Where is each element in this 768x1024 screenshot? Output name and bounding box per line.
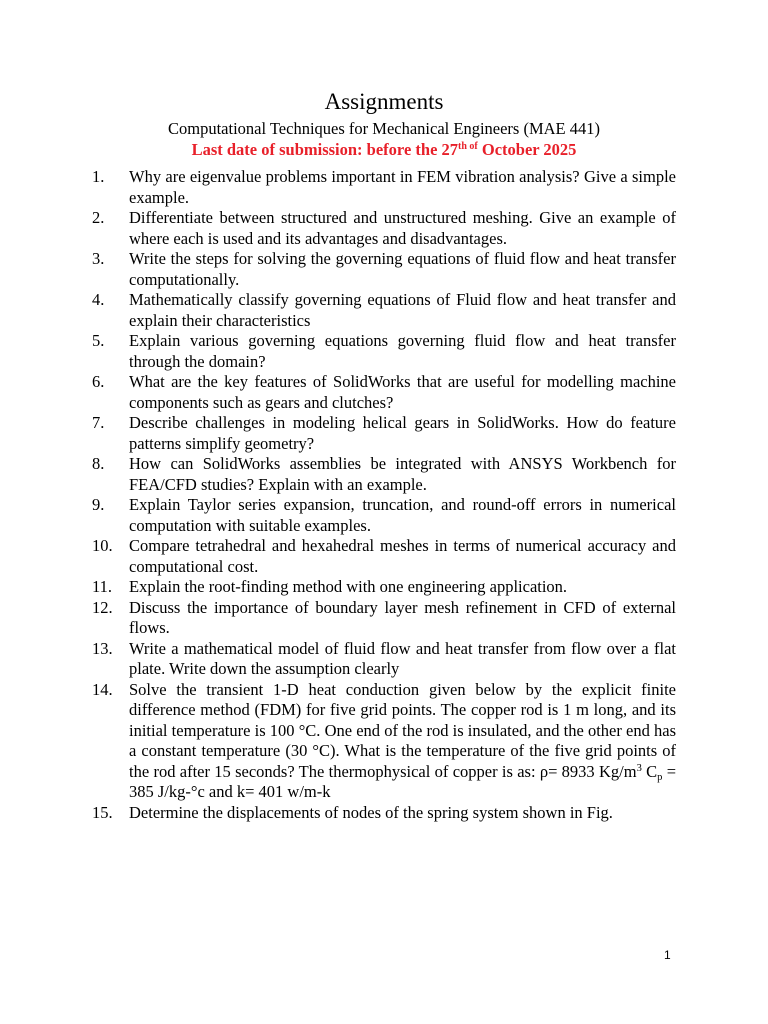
question-item bbox=[92, 598, 676, 639]
question-item bbox=[92, 331, 676, 372]
question-item bbox=[92, 372, 676, 413]
question-number: 8. bbox=[92, 454, 105, 473]
question-item bbox=[92, 167, 676, 208]
density-value: ρ= 8933 Kg/m bbox=[539, 761, 637, 781]
question-number: 13. bbox=[92, 638, 113, 658]
question-item bbox=[92, 803, 676, 824]
question-text: Solve the transient 1-D heat conduction given below by the explicit finite difference method (FDM) for five grid points. The copper rod is 1 m long, and its initial temperature is 100 °C. One end of the rod is insulated, and the other end has a constant temperature (30 °C). What is the temperature of the five grid points of the rod after 15 seconds? The thermophysical of copper is as: bbox=[129, 679, 676, 781]
question-number: 9. bbox=[92, 495, 105, 514]
deadline-suffix: October 2025 bbox=[477, 140, 577, 159]
question-item bbox=[92, 577, 676, 598]
question-text: Why are eigenvalue problems important in FEM vibration analysis? Give a simple example. bbox=[129, 167, 676, 207]
question-number: 7. bbox=[92, 413, 105, 432]
question-text: Write a mathematical model of fluid flow and heat transfer from flow over a flat plate. Write down the assumption clearly bbox=[129, 638, 676, 678]
submission-deadline bbox=[0, 139, 768, 160]
question-text: Describe challenges in modeling helical gears in SolidWorks. How do feature patterns simplify geometry? bbox=[129, 413, 676, 453]
deadline-superscript: th of bbox=[458, 141, 478, 152]
question-number: 11. bbox=[92, 577, 113, 596]
specific-heat-symbol: C bbox=[641, 761, 658, 781]
question-number: 2. bbox=[92, 208, 105, 227]
question-item bbox=[92, 639, 676, 680]
question-item bbox=[92, 680, 676, 803]
question-item bbox=[92, 495, 676, 536]
question-text: Write the steps for solving the governing equations of fluid flow and heat transfer computationally. bbox=[129, 249, 676, 289]
question-item bbox=[92, 454, 676, 495]
question-item bbox=[92, 249, 676, 290]
question-text: How can SolidWorks assemblies be integrated with ANSYS Workbench for FEA/CFD studies? Explain with an example. bbox=[129, 454, 676, 494]
question-item bbox=[92, 208, 676, 249]
question-text: Explain the root-finding method with one engineering application. bbox=[129, 577, 568, 596]
question-text: Discuss the importance of boundary layer mesh refinement in CFD of external flows. bbox=[129, 597, 676, 637]
specific-heat-value: = 385 J/kg-°c and k= 401 w/m-k bbox=[129, 761, 677, 801]
question-number: 15. bbox=[92, 802, 113, 822]
specific-heat-subscript: p bbox=[657, 771, 663, 783]
question-text-block bbox=[129, 680, 676, 803]
question-text: Determine the displacements of nodes of the spring system shown in Fig. bbox=[129, 802, 613, 822]
deadline-prefix: Last date of submission: before the 27 bbox=[191, 140, 459, 159]
density-exponent: 3 bbox=[636, 762, 642, 774]
question-text: Mathematically classify governing equations of Fluid flow and heat transfer and explain their characteristics bbox=[129, 290, 676, 330]
question-number: 4. bbox=[92, 290, 105, 309]
question-list bbox=[92, 167, 676, 823]
question-item bbox=[92, 413, 676, 454]
page-title: Assignments bbox=[324, 89, 444, 114]
question-text: Differentiate between structured and unstructured meshing. Give an example of where each is used and its advantages and disadvantages. bbox=[129, 208, 676, 248]
question-number: 1. bbox=[92, 167, 105, 186]
question-number: 3. bbox=[92, 249, 105, 268]
question-number: 12. bbox=[92, 597, 113, 617]
course-name: Computational Techniques for Mechanical Engineers (MAE 441) bbox=[167, 119, 600, 138]
question-item bbox=[92, 536, 676, 577]
page-number: 1 bbox=[664, 948, 671, 962]
question-text: Explain various governing equations governing fluid flow and heat transfer through the domain? bbox=[129, 331, 676, 371]
question-number: 10. bbox=[92, 536, 113, 555]
question-text: Compare tetrahedral and hexahedral meshes in terms of numerical accuracy and computational cost. bbox=[129, 536, 676, 576]
question-number: 14. bbox=[92, 679, 113, 699]
question-text: What are the key features of SolidWorks that are useful for modelling machine components such as gears and clutches? bbox=[129, 372, 676, 412]
question-number: 6. bbox=[92, 372, 105, 391]
question-number: 5. bbox=[92, 331, 105, 350]
question-text: Explain Taylor series expansion, truncation, and round-off errors in numerical computation with suitable examples. bbox=[129, 495, 676, 535]
question-item bbox=[92, 290, 676, 331]
